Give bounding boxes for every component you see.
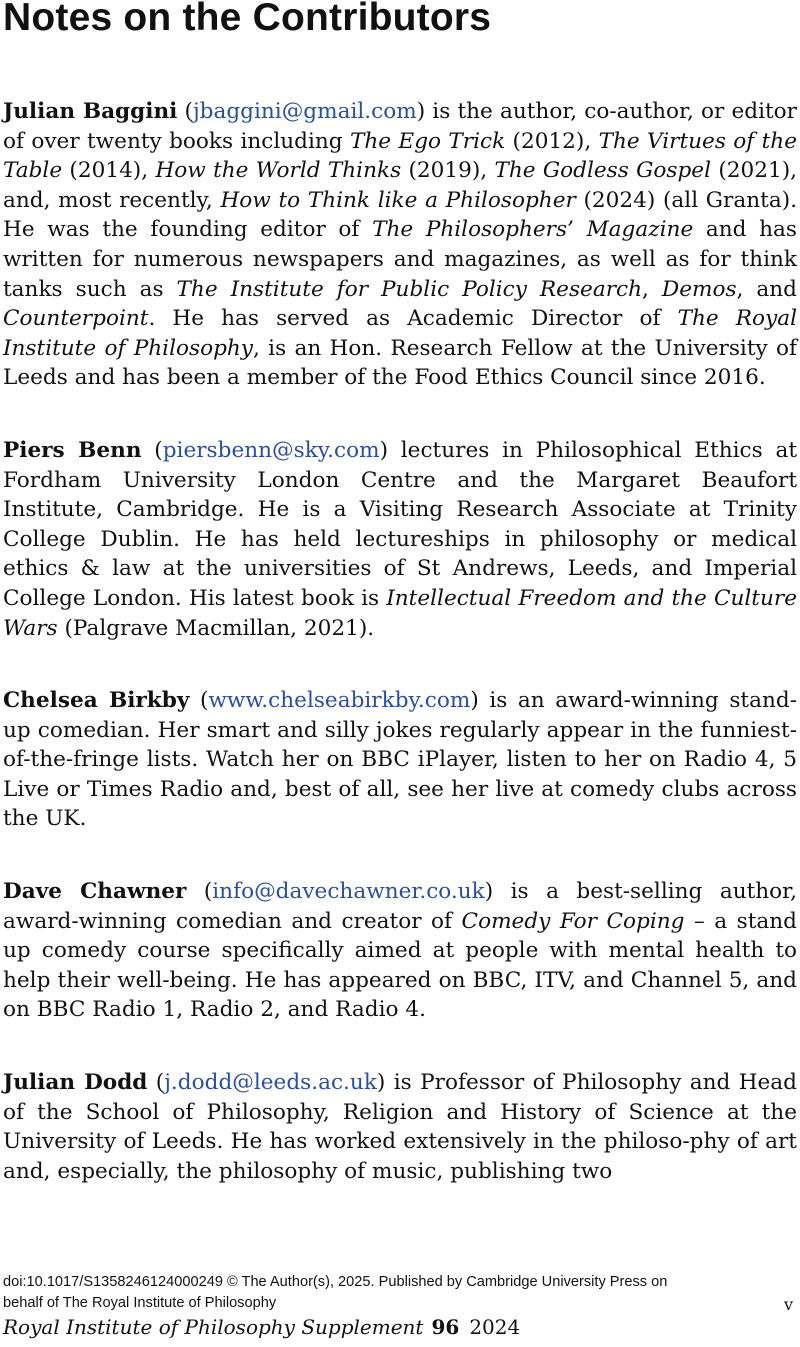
book-title: The Ego Trick xyxy=(349,128,506,154)
page-number: v xyxy=(783,1295,793,1314)
contributor-email-link[interactable]: info@davechawner.co.uk xyxy=(212,879,485,905)
page-title: Notes on the Contributors xyxy=(3,0,492,39)
contributor-email-link[interactable]: jbaggini@gmail.com xyxy=(192,99,417,124)
book-title: Demos xyxy=(661,276,737,302)
doi-line: doi:10.1017/S1358246124000249 © The Author(s), 2025. Published by Cambridge University Press on xyxy=(3,1274,668,1290)
journal-name: Royal Institute of Philosophy Supplement xyxy=(3,1315,424,1339)
footer-row xyxy=(3,1293,797,1313)
contributor-email-link[interactable]: j.dodd@leeds.ac.uk xyxy=(164,1070,377,1096)
contributors-list xyxy=(3,97,797,1229)
journal-year: 2024 xyxy=(469,1315,521,1339)
book-title: How to Think like a Philosopher xyxy=(220,187,576,213)
journal-line xyxy=(3,1313,520,1341)
contributor-email-link[interactable]: piersbenn@sky.com xyxy=(162,437,380,463)
contributor-entry: Chelsea Birkby (www.chelseabirkby.com) is an award-winning stand-up comedian. Her smart and silly jokes regularly appear in the funniest-of-the-fringe lists. Watch her on BBC iPlayer, listen to her on Radio 4, 5 Live or Times Radio and, best of all, see her live at comedy clubs across the UK. xyxy=(3,688,798,832)
contributor-entry: Julian Baggini (jbaggini@gmail.com) is the author, co-author, or editor of over twenty books including The Ego Trick (2012), The Virtues of the Table (2014), How the World Thinks (2019), The Godless Gospel (2021), and, most recently, How to Think like a Philosopher (2024) (all Granta). He was the founding editor of The Philosophers’ Magazine and has written for numerous newspapers and magazines, as well as for think tanks such as The Institute for Public Policy Research, Demos, and Counterpoint. He has served as Academic Director of The Royal Institute of Philosophy, is an Hon. Research Fellow at the University of Leeds and has been a member of the Food Ethics Council since 2016. xyxy=(3,99,797,391)
contributor-entry: Julian Dodd (j.dodd@leeds.ac.uk) is Professor of Philosophy and Head of the School of Philosophy, Religion and History of Science at the University of Leeds. He has worked extensively in the philoso-phy of art and, especially, the philosophy of music, publishing two xyxy=(3,1070,798,1184)
book-title: The Royal Institute of Philosophy xyxy=(3,306,797,361)
book-title: Counterpoint xyxy=(3,306,149,332)
book-title: Intellectual Freedom and the Culture Wars xyxy=(3,585,797,641)
contributor-name: Julian Baggini xyxy=(3,99,178,124)
contributor-name: Julian Dodd xyxy=(3,1070,148,1096)
contributor-name: Chelsea Birkby xyxy=(3,688,190,714)
contributor-name: Piers Benn xyxy=(3,437,142,463)
contributor-name: Dave Chawner xyxy=(3,879,187,905)
publisher-line: behalf of The Royal Institute of Philosophy xyxy=(3,1295,277,1311)
book-title: The Virtues of the Table xyxy=(3,128,797,184)
contributor-entry: Piers Benn (piersbenn@sky.com) lectures in Philosophical Ethics at Fordham University London Centre and the Margaret Beaufort Institute, Cambridge. He is a Visiting Research Associate at Trinity College Dublin. He has held lectureships in philosophy or medical ethics & law at the universities of St Andrews, Leeds, and Imperial College London. His latest book is Intellectual Freedom and the Culture Wars (Palgrave Macmillan, 2021). xyxy=(3,437,797,641)
book-title: The Institute for Public Policy Research xyxy=(176,276,643,302)
book-title: The Godless Gospel xyxy=(494,158,711,184)
book-title: How the World Thinks xyxy=(155,158,402,184)
book-title: The Philosophers’ Magazine xyxy=(372,217,694,243)
journal-volume: 96 xyxy=(431,1315,460,1339)
book-title: Comedy For Coping xyxy=(461,908,685,934)
contributor-email-link[interactable]: www.chelseabirkby.com xyxy=(208,688,471,714)
contributor-entry: Dave Chawner (info@davechawner.co.uk) is a best-selling author, award-winning comedian and creator of Comedy For Coping – a stand up comedy course specifically aimed at people with mental health to help their well-being. He has appeared on BBC, ITV, and Channel 5, and on BBC Radio 1, Radio 2, and Radio 4. xyxy=(3,879,797,1023)
